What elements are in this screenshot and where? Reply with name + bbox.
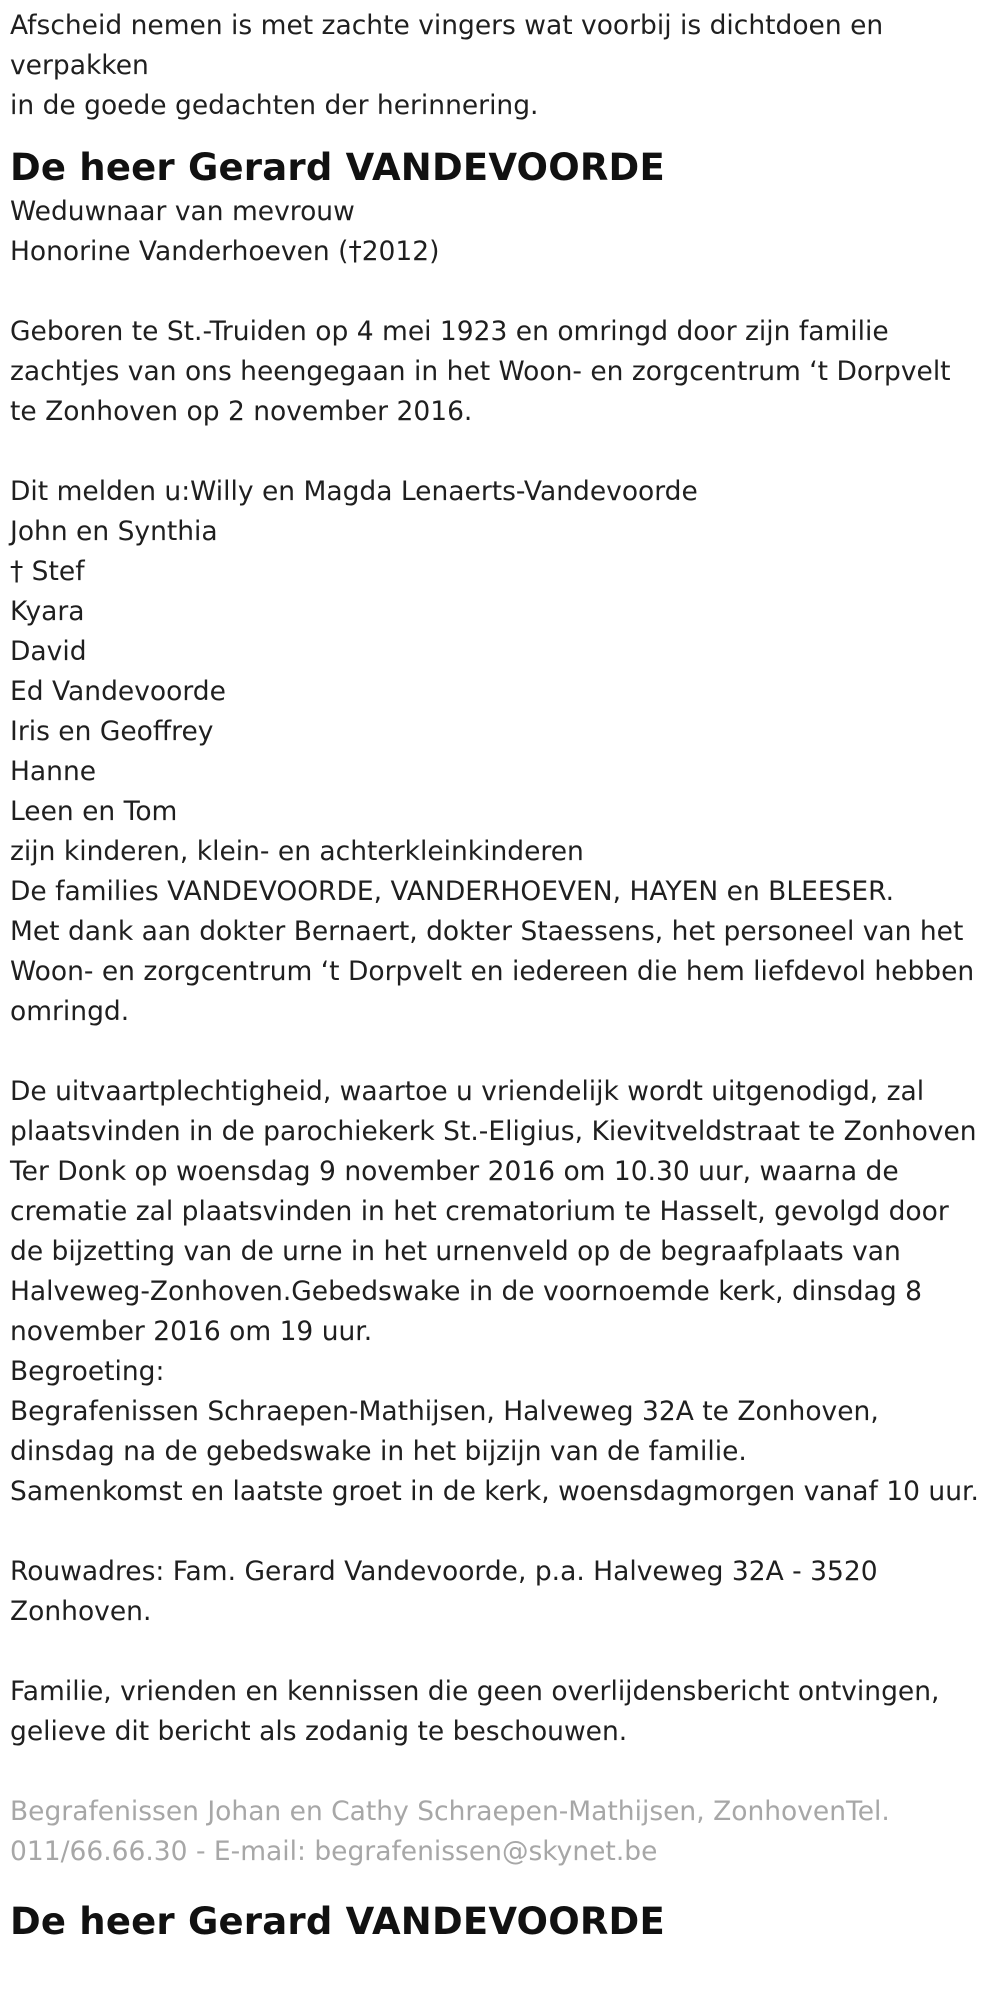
ceremony-line: plaatsvinden in de parochiekerk St.-Eligius, Kievitveldstraat te Zonhoven [10,1116,977,1147]
birth-death-line-2: zachtjes van ons heengegaan in het Woon- en zorgcentrum ‘t Dorpvelt [10,356,951,387]
intro-line-2: verpakken [10,50,149,81]
footer-line-1: Begrafenissen Johan en Cathy Schraepen-Mathijsen, ZonhovenTel. [10,1796,890,1827]
announcer-item: John en Synthia [10,516,218,547]
deceased-title: De heer Gerard VANDEVOORDE [10,146,665,189]
ceremony-line: De uitvaartplechtigheid, waartoe u vriendelijk wordt uitgenodigd, zal [10,1076,925,1107]
thanks-line-3: omringd. [10,996,130,1027]
widower-line-1: Weduwnaar van mevrouw [10,196,355,227]
announcer-item: Kyara [10,596,85,627]
announcer-item: † Stef [10,556,85,587]
ceremony-line: Ter Donk op woensdag 9 november 2016 om 10.30 uur, waarna de [10,1156,899,1187]
notice-line-2: gelieve dit bericht als zodanig te beschouwen. [10,1716,628,1747]
ceremony-line: Begrafenissen Schraepen-Mathijsen, Halveweg 32A te Zonhoven, [10,1396,879,1427]
ceremony-line: de bijzetting van de urne in het urnenveld op de begraafplaats van [10,1236,901,1267]
ceremony-line: crematie zal plaatsvinden in het crematorium te Hasselt, gevolgd door [10,1196,949,1227]
thanks-line-2: Woon- en zorgcentrum ‘t Dorpvelt en iedereen die hem liefdevol hebben [10,956,975,987]
bottom-title: De heer Gerard VANDEVOORDE [10,1900,665,1943]
announcer-item: Ed Vandevoorde [10,676,226,707]
ceremony-line: Begroeting: [10,1356,165,1387]
announcer-item: Leen en Tom [10,796,178,827]
intro-poem [10,6,990,126]
ceremony-line: Halveweg-Zonhoven.Gebedswake in de voornoemde kerk, dinsdag 8 [10,1276,922,1307]
thanks-line-1: Met dank aan dokter Bernaert, dokter Staessens, het personeel van het [10,916,964,947]
ceremony-line: november 2016 om 19 uur. [10,1316,373,1347]
address-line-2: Zonhoven. [10,1596,152,1627]
announcer-item: zijn kinderen, klein- en achterkleinkinderen [10,836,584,867]
footer-line-2: 011/66.66.30 - E-mail: begrafenissen@skynet.be [10,1836,658,1867]
announcer-item: De families VANDEVOORDE, VANDERHOEVEN, HAYEN en BLEESER. [10,876,895,907]
announcer-item: Dit melden u:Willy en Magda Lenaerts-Vandevoorde [10,476,698,507]
ceremony-line: Samenkomst en laatste groet in de kerk, woensdagmorgen vanaf 10 uur. [10,1476,979,1507]
ceremony-info [10,1072,990,1512]
announcer-item: Iris en Geoffrey [10,716,214,747]
notice-text [10,1672,990,1752]
address-line-1: Rouwadres: Fam. Gerard Vandevoorde, p.a. Halveweg 32A - 3520 [10,1556,878,1587]
widower-line-2: Honorine Vanderhoeven (†2012) [10,236,440,267]
announcers-list [10,472,990,1032]
announcer-item: David [10,636,87,667]
announcer-item: Hanne [10,756,97,787]
intro-line-3: in de goede gedachten der herinnering. [10,90,539,121]
intro-line-1: Afscheid nemen is met zachte vingers wat voorbij is dichtdoen en [10,10,884,41]
ceremony-line: dinsdag na de gebedswake in het bijzijn van de familie. [10,1436,747,1467]
funeral-home-footer [10,1792,990,1872]
notice-line-1: Familie, vrienden en kennissen die geen overlijdensbericht ontvingen, [10,1676,940,1707]
birth-death-info [10,312,990,432]
widower-info [10,192,990,272]
mourning-address [10,1552,990,1632]
birth-death-line-3: te Zonhoven op 2 november 2016. [10,396,473,427]
birth-death-line-1: Geboren te St.-Truiden op 4 mei 1923 en omringd door zijn familie [10,316,889,347]
